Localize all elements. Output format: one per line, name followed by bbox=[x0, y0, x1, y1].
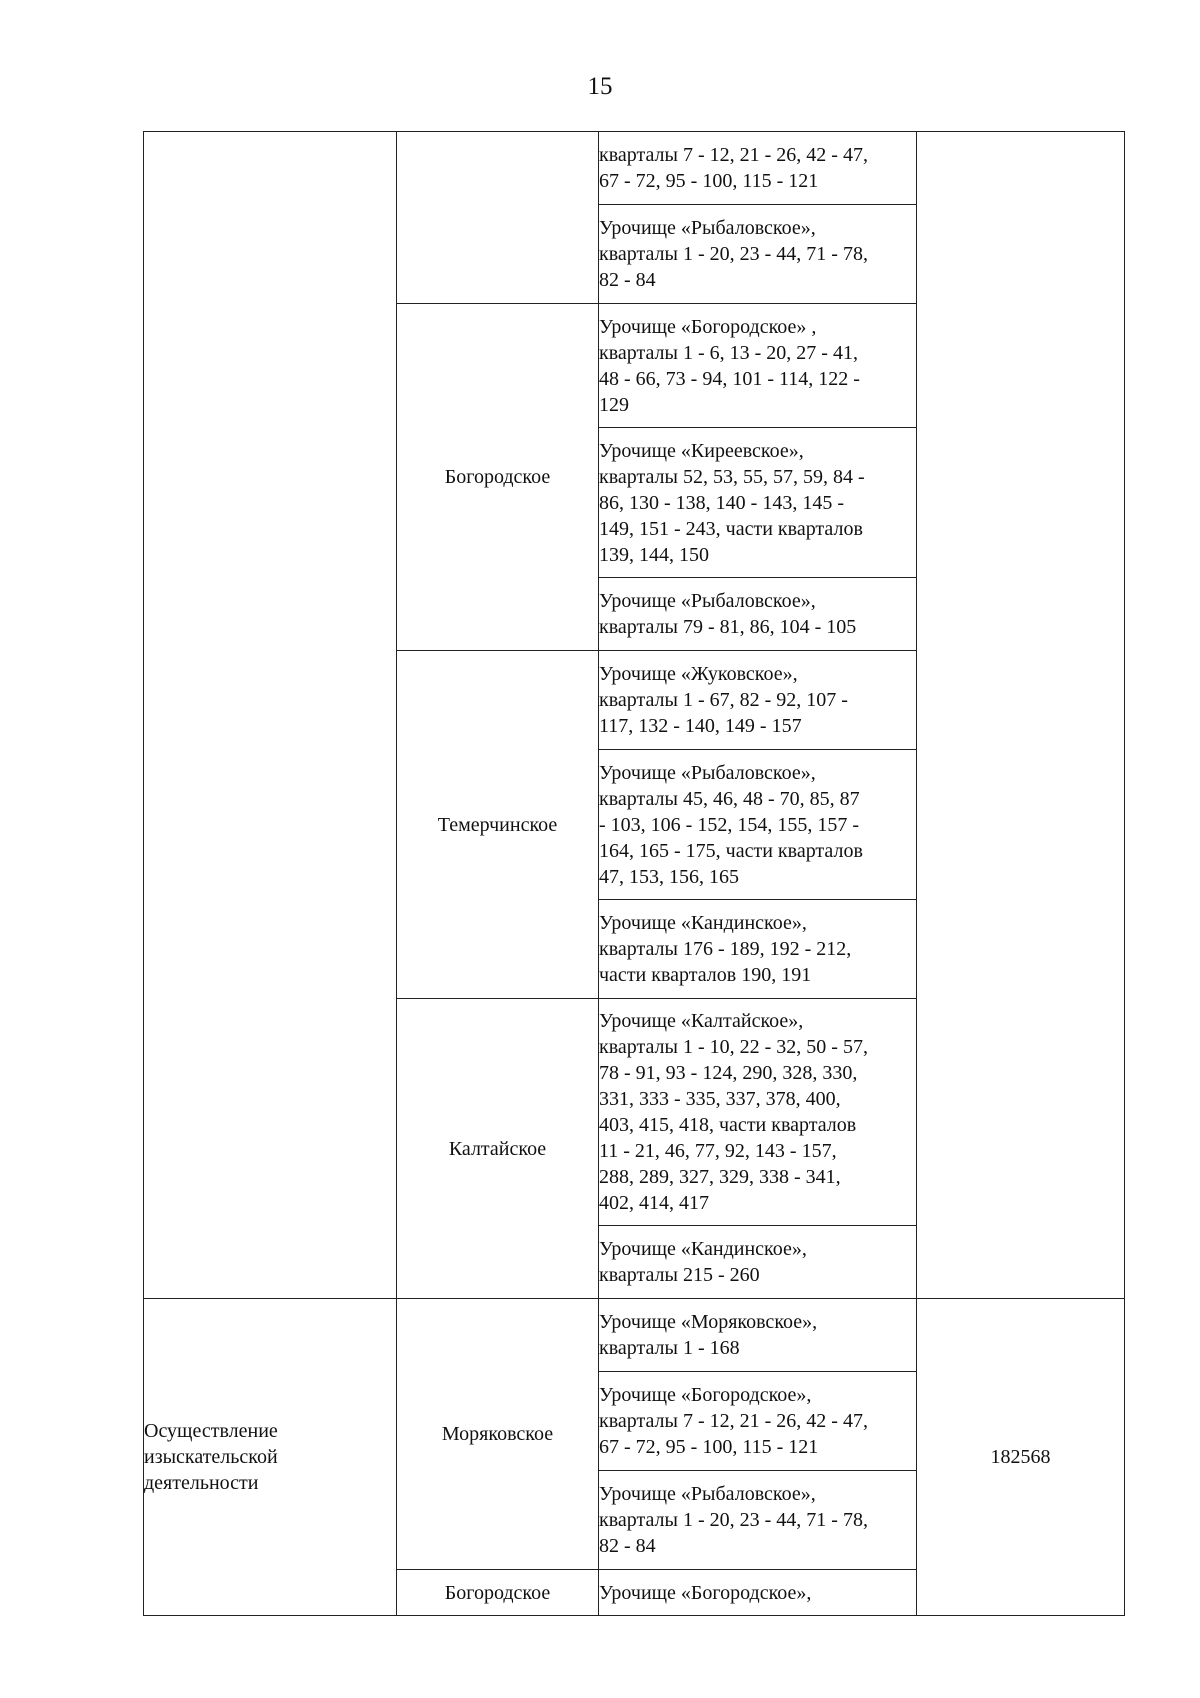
tract-cell: Урочище «Жуковское», кварталы 1 - 67, 82 - 92, 107 - 117, 132 - 140, 149 - 157 bbox=[599, 651, 917, 750]
forestry-name: Богородское bbox=[397, 1570, 599, 1616]
area-value: 182568 bbox=[917, 1299, 1125, 1616]
forestry-name: Калтайское bbox=[397, 999, 599, 1299]
activity-cell-empty bbox=[144, 132, 397, 1299]
tract-cell: Урочище «Киреевское», кварталы 52, 53, 55, 57, 59, 84 - 86, 130 - 138, 140 - 143, 145 - 149, 151 - 243, части кварталов 139, 144, 150 bbox=[599, 428, 917, 578]
tract-cell: Урочище «Богородское», bbox=[599, 1570, 917, 1616]
tract-cell: Урочище «Моряковское», кварталы 1 - 168 bbox=[599, 1299, 917, 1372]
page-number: 15 bbox=[587, 73, 613, 100]
tract-cell: Урочище «Рыбаловское», кварталы 79 - 81, 86, 104 - 105 bbox=[599, 578, 917, 651]
table-row bbox=[144, 132, 1125, 205]
tract-cell: Урочище «Богородское» , кварталы 1 - 6, 13 - 20, 27 - 41, 48 - 66, 73 - 94, 101 - 114, 122 - 129 bbox=[599, 304, 917, 428]
forestry-name: Темерчинское bbox=[397, 651, 599, 999]
tract-cell: Урочище «Рыбаловское», кварталы 1 - 20, 23 - 44, 71 - 78, 82 - 84 bbox=[599, 205, 917, 304]
area-cell-empty bbox=[917, 132, 1125, 1299]
tract-cell: Урочище «Рыбаловское», кварталы 45, 46, 48 - 70, 85, 87 - 103, 106 - 152, 154, 155, 157 - 164, 165 - 175, части кварталов 47, 153, 156, 165 bbox=[599, 750, 917, 900]
tract-cell: кварталы 7 - 12, 21 - 26, 42 - 47, 67 - 72, 95 - 100, 115 - 121 bbox=[599, 132, 917, 205]
forestry-name: Богородское bbox=[397, 304, 599, 651]
tract-cell: Урочище «Кандинское», кварталы 176 - 189, 192 - 212, части кварталов 190, 191 bbox=[599, 900, 917, 999]
tract-cell: Урочище «Рыбаловское», кварталы 1 - 20, 23 - 44, 71 - 78, 82 - 84 bbox=[599, 1471, 917, 1570]
forestry-table bbox=[143, 131, 1125, 1616]
tract-cell: Урочище «Богородское», кварталы 7 - 12, 21 - 26, 42 - 47, 67 - 72, 95 - 100, 115 - 121 bbox=[599, 1372, 917, 1471]
tract-cell: Урочище «Калтайское», кварталы 1 - 10, 22 - 32, 50 - 57, 78 - 91, 93 - 124, 290, 328, 330, 331, 333 - 335, 337, 378, 400, 403, 415, 418, части кварталов 11 - 21, 46, 77, 92, 143 - 157, 288, 289, 327, 329, 338 - 341, 402, 414, 417 bbox=[599, 999, 917, 1226]
activity-cell: Осуществление изыскательской деятельности bbox=[144, 1299, 397, 1616]
table-row bbox=[144, 1299, 1125, 1372]
tract-cell: Урочище «Кандинское», кварталы 215 - 260 bbox=[599, 1226, 917, 1299]
forestry-name: Моряковское bbox=[397, 1299, 599, 1570]
forestry-cell-empty bbox=[397, 132, 599, 304]
